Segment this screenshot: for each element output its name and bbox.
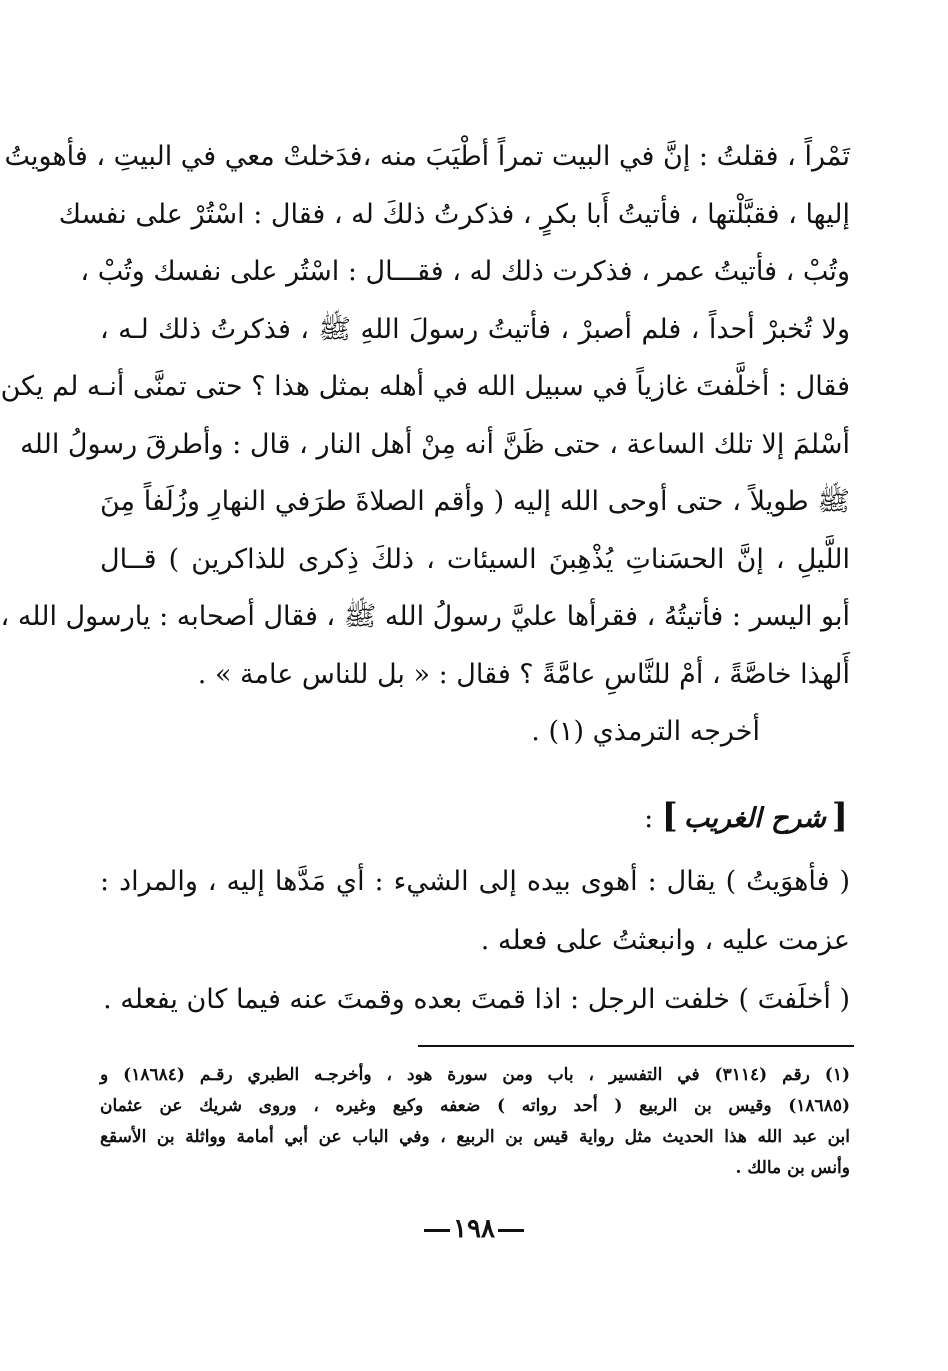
close-bracket: ] (661, 796, 678, 836)
gloss-line: ( فأهوَيتُ ) يقال : أهوى بيده إلى الشيء : أي مَدَّها إليه ، والمراد : (100, 866, 850, 897)
footnote-line: وأنس بن مالك . (735, 1158, 850, 1178)
text-line: ولا تُخبرْ أحداً ، فلم أصبرْ ، فأتيتُ رسولَ اللهِ ﷺ ، فذكرتُ ذلك لـه ، (100, 313, 850, 345)
open-bracket: [ (831, 796, 848, 836)
text-line: ﷺ طويلاً ، حتى أوحى الله إليه ( وأقم الصلاةَ طرَفي النهارِ وزُلَفاً مِنَ (100, 486, 850, 517)
hadith-text (0, 128, 850, 761)
page-number-dash (498, 1229, 524, 1232)
text-line: اللَّيلِ ، إنَّ الحسَناتِ يُذْهِبنَ السيئات ، ذلكَ ذِكرى للذاكرين ) قــال (100, 543, 850, 575)
gloss-heading-title: شرح الغريب (683, 803, 826, 834)
text-line: فقال : أخلَّفتَ غازياً في سبيل الله في أهله بمثل هذا ؟ حتى تمنَّى أنـه لم يكن (0, 371, 850, 402)
gloss-heading-colon: : (644, 803, 654, 834)
footnote-line: (١) رقم (٣١١٤) في التفسير ، باب ومن سورة هود ، وأخرجـه الطبري رقـم (١٨٦٨٤) و (100, 1065, 850, 1085)
page-number (0, 1214, 948, 1244)
takhrij-line: أخرجه الترمذي (١) . (531, 716, 760, 747)
text-line: وتُبْ ، فأتيتُ عمر ، فذكرت ذلك له ، فقـــال : اسْتُر على نفسك وتُبْ ، (80, 256, 850, 287)
footnote-line: (١٨٦٨٥) وقيس بن الربيع ( أحد رواته ) ضعفه وكيع وغيره ، وروى شريك عن عثمان (100, 1096, 850, 1116)
gloss-line: ( أخلَفتَ ) خلفت الرجل : اذا قمتَ بعده وقمتَ عنه فيما كان يفعله . (103, 984, 850, 1015)
text-line: تَمْراً ، فقلتُ : إنَّ في البيت تمراً أطْيَبَ منه ،فدَخلتْ معي في البيتِ ، فأهويتُ (4, 141, 850, 172)
text-line: أسْلمَ إلا تلك الساعة ، حتى ظَنَّ أنه مِنْ أهل النار ، قال : وأطرقَ رسولُ الله (20, 428, 850, 460)
gloss-section (100, 852, 850, 1029)
footnote-divider (418, 1045, 854, 1047)
footnote-line: ابن عبد الله هذا الحديث مثل رواية قيس بن الربيع ، وفي الباب عن أبي أمامة وواثلة بن الأسقع (100, 1127, 850, 1147)
footnote (100, 1060, 850, 1184)
text-line: إليها ، فقبَّلْتها ، فأتيتُ أَبا بكرٍ ، فذكرتُ ذلكَ له ، فقال : اسْتُرْ على نفسك (58, 198, 850, 230)
text-line: أَلهذا خاصَّةً ، أمْ للنَّاسِ عامَّةً ؟ فقال : « بل للناس عامة » . (197, 658, 850, 690)
text-line: أبو اليسر : فأتيتُهُ ، فقرأها عليَّ رسولُ الله ﷺ ، فقال أصحابه : يارسول الله ، (0, 601, 850, 632)
gloss-heading (644, 786, 848, 846)
page-number-dash (424, 1229, 450, 1232)
page-number-value: ١٩٨ (453, 1214, 495, 1244)
gloss-line: عزمت عليه ، وانبعثتُ على فعله . (480, 925, 850, 956)
